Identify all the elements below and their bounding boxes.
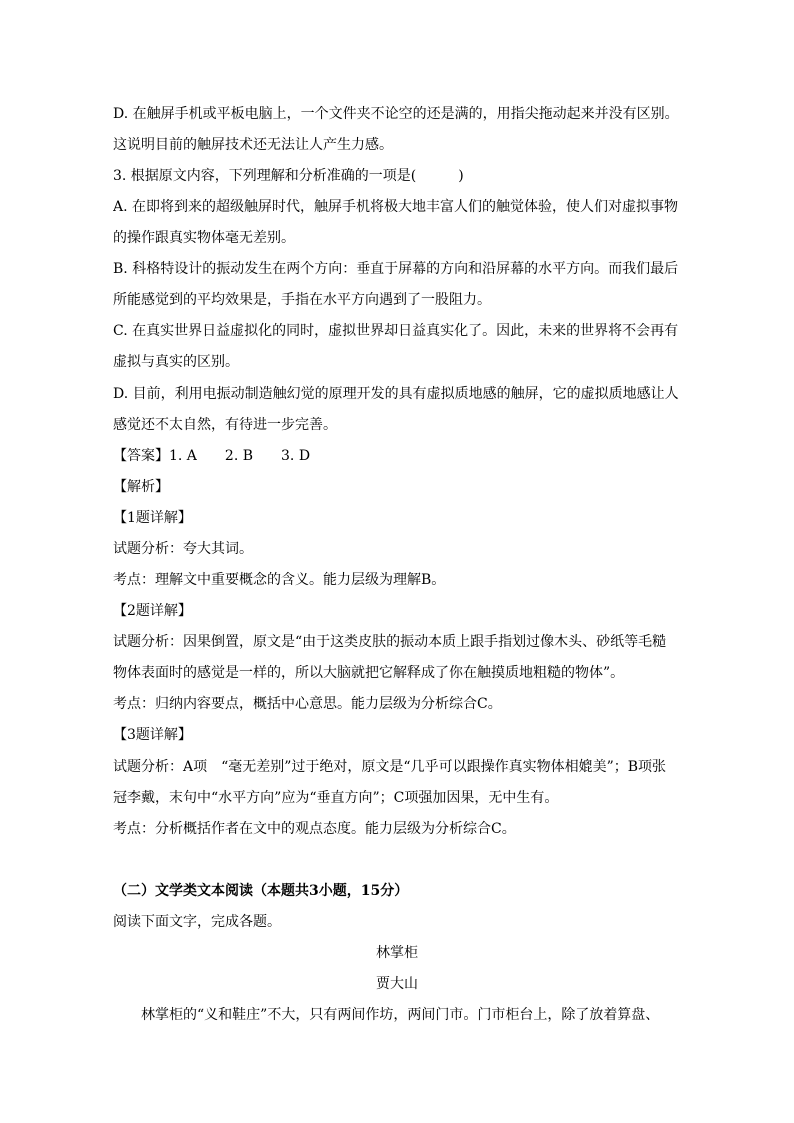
- detail3-title: 【3题详解】: [113, 727, 192, 743]
- detail2-analysis-line1: 试题分析：因果倒置，原文是“由于这类皮肤的振动本质上跟手指划过像木头、砂纸等毛糙: [113, 634, 667, 650]
- q3-option-d-line2: 感觉还不太自然，有待进一步完善。: [113, 417, 337, 433]
- q3-option-d-line1: D. 目前，利用电振动制造触幻觉的原理开发的具有虚拟质地感的触屏，它的虚拟质地感让人: [113, 386, 679, 402]
- detail1-title: 【1题详解】: [113, 510, 192, 526]
- section2-instruction: 阅读下面文字，完成各题。: [113, 914, 281, 930]
- analysis-header: 【解析】: [113, 479, 169, 495]
- q2-option-d-line2: 这说明目前的触屏技术还无法让人产生力感。: [113, 137, 393, 153]
- q2-option-d-line1: D. 在触屏手机或平板电脑上，一个文件夹不论空的还是满的，用指尖拖动起来并没有区别。: [113, 106, 679, 122]
- story-first-line: 林掌柜的“义和鞋庄”不大，只有两间作坊，两间门市。门市柜台上，除了放着算盘、: [141, 1007, 660, 1023]
- q3-option-c-line2: 虚拟与真实的区别。: [113, 354, 239, 370]
- q3-option-b-line2: 所能感觉到的平均效果是，手指在水平方向遇到了一股阻力。: [113, 292, 491, 308]
- q3-option-a-line1: A. 在即将到来的超级触屏时代，触屏手机将极大地丰富人们的触觉体验，使人们对虚拟事物: [113, 199, 679, 215]
- detail1-point: 考点：理解文中重要概念的含义。能力层级为理解B。: [113, 572, 446, 588]
- q3-option-b-line1: B. 科格特设计的振动发生在两个方向：垂直于屏幕的方向和沿屏幕的水平方向。而我们最后: [113, 261, 679, 277]
- q3-option-c-line1: C. 在真实世界日益虚拟化的同时，虚拟世界却日益真实化了。因此，未来的世界将不会再有: [113, 323, 679, 339]
- section2-heading: （二）文学类文本阅读（本题共3小题，15分）: [113, 883, 409, 899]
- q3-option-a-line2: 的操作跟真实物体毫无差别。: [113, 230, 295, 246]
- answer-line: 【答案】1. A 2. B 3. D: [113, 448, 311, 464]
- q3-stem: 3. 根据原文内容，下列理解和分析准确的一项是( ): [113, 168, 464, 184]
- detail1-analysis: 试题分析：夸大其词。: [113, 541, 253, 557]
- detail2-point: 考点：归纳内容要点，概括中心意思。能力层级为分析综合C。: [113, 696, 502, 712]
- detail3-analysis-line1: 试题分析：A项 “毫无差别”过于绝对，原文是“几乎可以跟操作真实物体相媲美”；B项张: [113, 759, 667, 775]
- detail3-point: 考点：分析概括作者在文中的观点态度。能力层级为分析综合C。: [113, 821, 516, 837]
- story-title: 林掌柜: [376, 945, 418, 961]
- detail2-analysis-line2: 物体表面时的感觉是一样的，所以大脑就把它解释成了你在触摸质地粗糙的物体”。: [113, 665, 625, 681]
- story-author: 贾大山: [376, 976, 418, 992]
- detail2-title: 【2题详解】: [113, 603, 192, 619]
- detail3-analysis-line2: 冠李戴，末句中“水平方向”应为“垂直方向”；C项强加因果，无中生有。: [113, 790, 559, 806]
